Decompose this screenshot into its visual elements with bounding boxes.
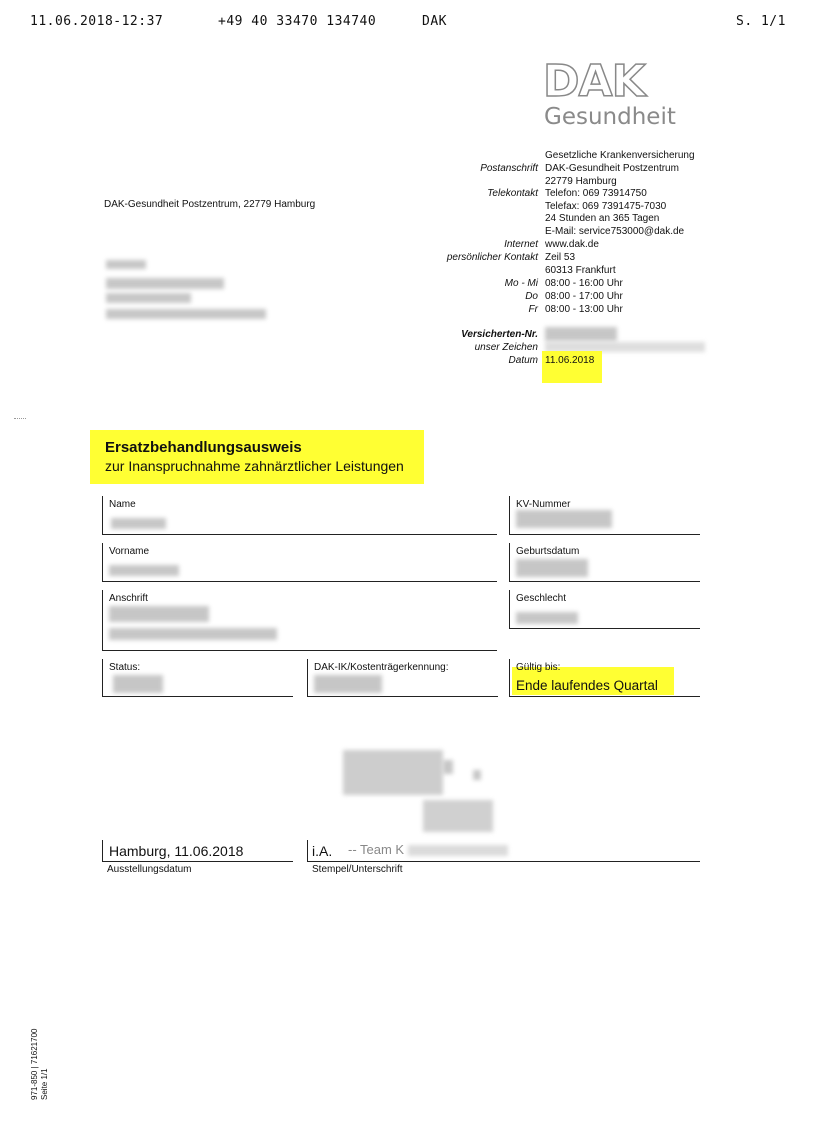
stamp-signature-redacted xyxy=(343,750,503,850)
datum-value: 11.06.2018 xyxy=(545,355,595,366)
geburtsdatum-redacted xyxy=(516,559,588,577)
gueltig-value: Ende laufendes Quartal xyxy=(516,678,658,693)
phone-number: Telefon: 069 73914750 xyxy=(545,188,647,199)
footer-code: 971-850 | 71621700 xyxy=(30,1028,39,1100)
personal-street: Zeil 53 xyxy=(545,252,576,263)
field-status xyxy=(102,659,293,697)
field-geschlecht xyxy=(509,590,700,629)
logo-dak-text: DAK xyxy=(543,56,645,107)
fax-page: S. 1/1 xyxy=(736,14,786,29)
internet-link[interactable]: www.dak.de xyxy=(545,239,599,250)
team-text: -- Team K xyxy=(348,842,405,857)
recipient-address-redacted xyxy=(106,260,266,319)
ia-text: i.A. xyxy=(312,843,333,859)
status-label: Status: xyxy=(109,662,141,673)
field-stempel xyxy=(307,840,700,862)
fax-sender: DAK xyxy=(422,14,447,29)
hours-time-1: 08:00 - 17:00 Uhr xyxy=(545,291,623,302)
sender-line: DAK-Gesundheit Postzentrum, 22779 Hamburg xyxy=(104,199,316,210)
datum-label: Datum xyxy=(508,355,538,366)
name-redacted xyxy=(111,518,166,529)
fax-number: Telefax: 069 7391475-7030 xyxy=(545,201,667,212)
field-kv-nummer xyxy=(509,496,700,535)
zeichen-label: unser Zeichen xyxy=(474,342,538,353)
kv-nummer-redacted xyxy=(516,510,612,528)
field-vorname xyxy=(102,543,497,582)
anschrift-redacted-2 xyxy=(109,628,277,640)
fax-phone: +49 40 33470 134740 xyxy=(218,14,377,29)
stempel-label: Stempel/Unterschrift xyxy=(312,864,403,875)
dak-ik-redacted xyxy=(314,675,382,693)
footer-page: Seite 1/1 xyxy=(40,1068,49,1100)
hours-day-0: Mo - Mi xyxy=(504,278,538,289)
hours-day-1: Do xyxy=(525,291,538,302)
hours-day-2: Fr xyxy=(528,304,538,315)
geburtsdatum-label: Geburtsdatum xyxy=(516,546,580,557)
title-line1: Ersatzbehandlungsausweis xyxy=(105,439,302,456)
team-redacted xyxy=(408,845,508,856)
personal-label: persönlicher Kontakt xyxy=(446,252,538,263)
internet-label: Internet xyxy=(504,239,538,250)
email[interactable]: E-Mail: service753000@dak.de xyxy=(545,226,685,237)
field-name xyxy=(102,496,497,535)
post-label: Postanschrift xyxy=(480,163,538,174)
field-anschrift xyxy=(102,590,497,651)
post-line1: DAK-Gesundheit Postzentrum xyxy=(545,163,679,174)
hours-time-0: 08:00 - 16:00 Uhr xyxy=(545,278,623,289)
hours-247: 24 Stunden an 365 Tagen xyxy=(545,213,660,224)
dak-ik-label: DAK-IK/Kostenträgerkennung: xyxy=(314,662,449,673)
place-date-value: Hamburg, 11.06.2018 xyxy=(109,843,244,859)
status-redacted xyxy=(113,675,163,693)
footer-vertical xyxy=(30,1029,50,1100)
anschrift-redacted-1 xyxy=(109,606,209,622)
anschrift-label: Anschrift xyxy=(109,593,148,604)
logo-gesundheit-text: Gesundheit xyxy=(544,104,676,130)
personal-city: 60313 Frankfurt xyxy=(545,265,616,276)
geschlecht-redacted xyxy=(516,612,578,624)
fax-datetime: 11.06.2018-12:37 xyxy=(30,14,164,29)
post-line2: 22779 Hamburg xyxy=(545,176,617,187)
title-line2: zur Inanspruchnahme zahnärztlicher Leistungen xyxy=(105,458,404,474)
dak-logo xyxy=(543,56,676,132)
insurance-type: Gesetzliche Krankenversicherung xyxy=(545,150,695,161)
kv-nummer-label: KV-Nummer xyxy=(516,499,571,510)
document-title xyxy=(90,430,424,484)
vorname-redacted xyxy=(109,565,179,576)
ausstellungsdatum-label: Ausstellungsdatum xyxy=(107,864,192,875)
name-label: Name xyxy=(109,499,136,510)
versicherten-redacted xyxy=(545,327,617,341)
gueltig-label: Gültig bis: xyxy=(516,662,561,673)
versicherten-label: Versicherten-Nr. xyxy=(461,329,538,340)
vorname-label: Vorname xyxy=(109,546,150,557)
field-dak-ik xyxy=(307,659,498,697)
field-geburtsdatum xyxy=(509,543,700,582)
tele-label: Telekontakt xyxy=(487,188,538,199)
hours-time-2: 08:00 - 13:00 Uhr xyxy=(545,304,623,315)
field-ausstellungsdatum xyxy=(102,840,293,862)
fold-mark xyxy=(14,418,26,419)
geschlecht-label: Geschlecht xyxy=(516,593,567,604)
field-gueltig-bis xyxy=(509,659,700,697)
